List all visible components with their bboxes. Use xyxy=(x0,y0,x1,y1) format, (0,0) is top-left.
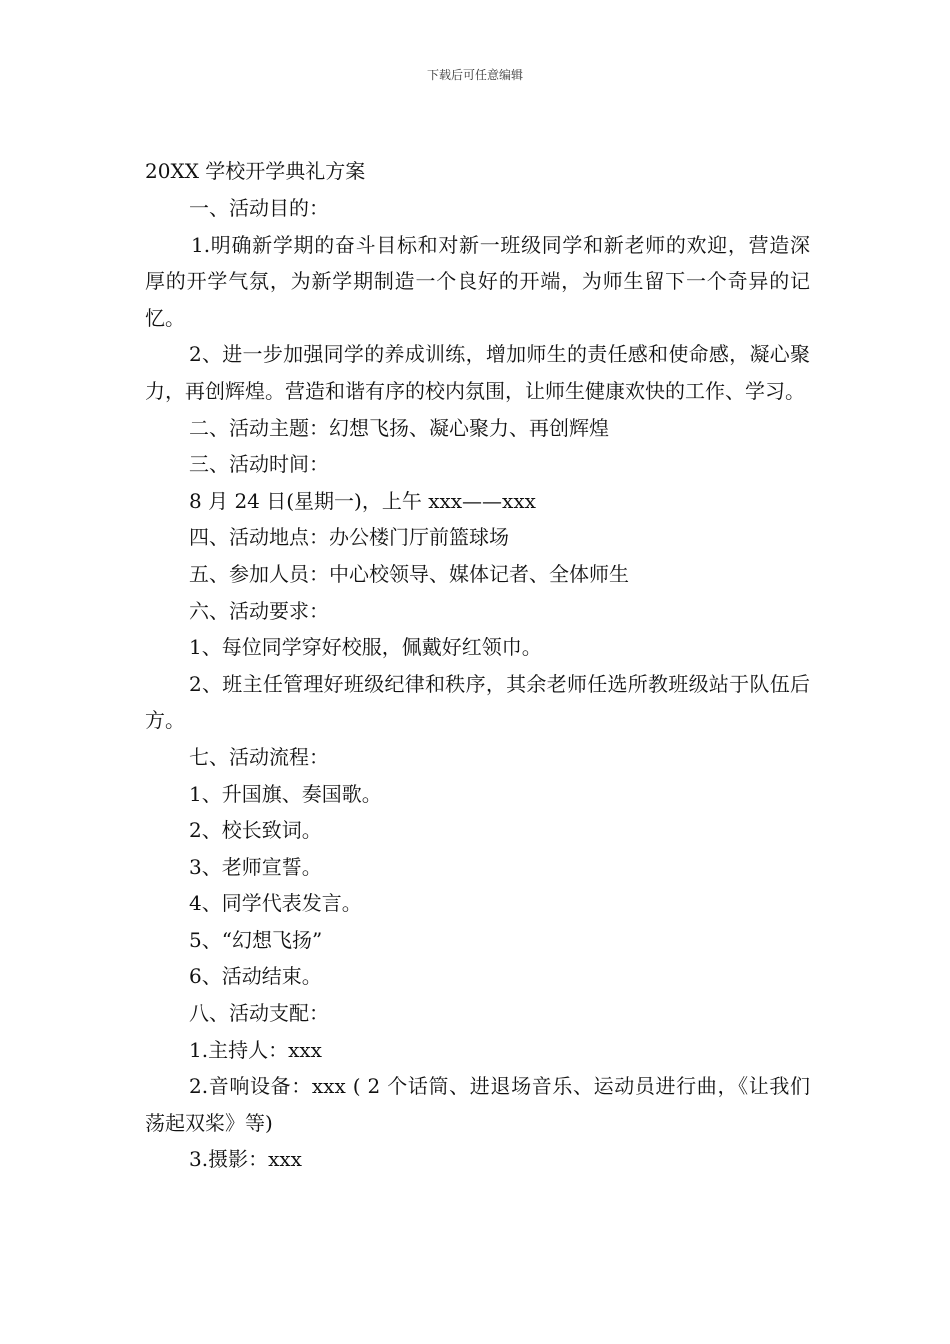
section-heading-process: 七、活动流程： xyxy=(189,744,329,769)
section-heading-participants: 五、参加人员：中心校领导、媒体记者、全体师生 xyxy=(189,561,629,586)
list-item: 2、校长致词。 xyxy=(189,818,322,843)
list-item: 6、活动结束。 xyxy=(189,964,322,989)
section-heading-arrangement: 八、活动支配： xyxy=(189,1001,329,1026)
section-heading-location: 四、活动地点：办公楼门厅前篮球场 xyxy=(189,525,509,550)
section-heading-theme: 二、活动主题：幻想飞扬、凝心聚力、再创辉煌 xyxy=(189,415,609,440)
list-item: 5、“幻想飞扬” xyxy=(189,927,323,952)
paragraph-time: 8 月 24 日(星期一)，上午 xxx——xxx xyxy=(189,488,536,513)
section-heading-purpose: 一、活动目的： xyxy=(189,196,329,220)
section-heading-time: 三、活动时间： xyxy=(189,452,329,477)
paragraph-purpose-1: 1.明确新学期的奋斗目标和对新一班级同学和新老师的欢迎，营造深厚的开学气氛，为新学期制造一个良好的开端，为师生留下一个奇异的记忆。 xyxy=(145,232,810,330)
document-body xyxy=(145,152,810,1178)
list-item: 1、每位同学穿好校服，佩戴好红领巾。 xyxy=(189,635,542,660)
list-item: 4、同学代表发言。 xyxy=(189,891,362,916)
list-item: 2.音响设备：xxx ( 2 个话筒、进退场音乐、运动员进行曲，《让我们荡起双桨》等) xyxy=(145,1074,810,1135)
paragraph-purpose-2: 2、进一步加强同学的养成训练，增加师生的责任感和使命感，凝心聚力，再创辉煌。营造和谐有序的校内氛围，让师生健康欢快的工作、学习。 xyxy=(145,342,810,403)
section-heading-requirements: 六、活动要求： xyxy=(189,598,329,623)
list-item: 3.摄影：xxx xyxy=(189,1147,302,1172)
header-note: 下载后可任意编辑 xyxy=(426,68,523,82)
list-item: 3、老师宣誓。 xyxy=(189,854,322,879)
list-item: 1、升国旗、奏国歌。 xyxy=(189,781,382,806)
document-title: 20XX 学校开学典礼方案 xyxy=(145,159,366,183)
list-item: 1.主持人：xxx xyxy=(189,1037,322,1062)
list-item: 2、班主任管理好班级纪律和秩序，其余老师任选所教班级站于队伍后方。 xyxy=(145,671,810,733)
